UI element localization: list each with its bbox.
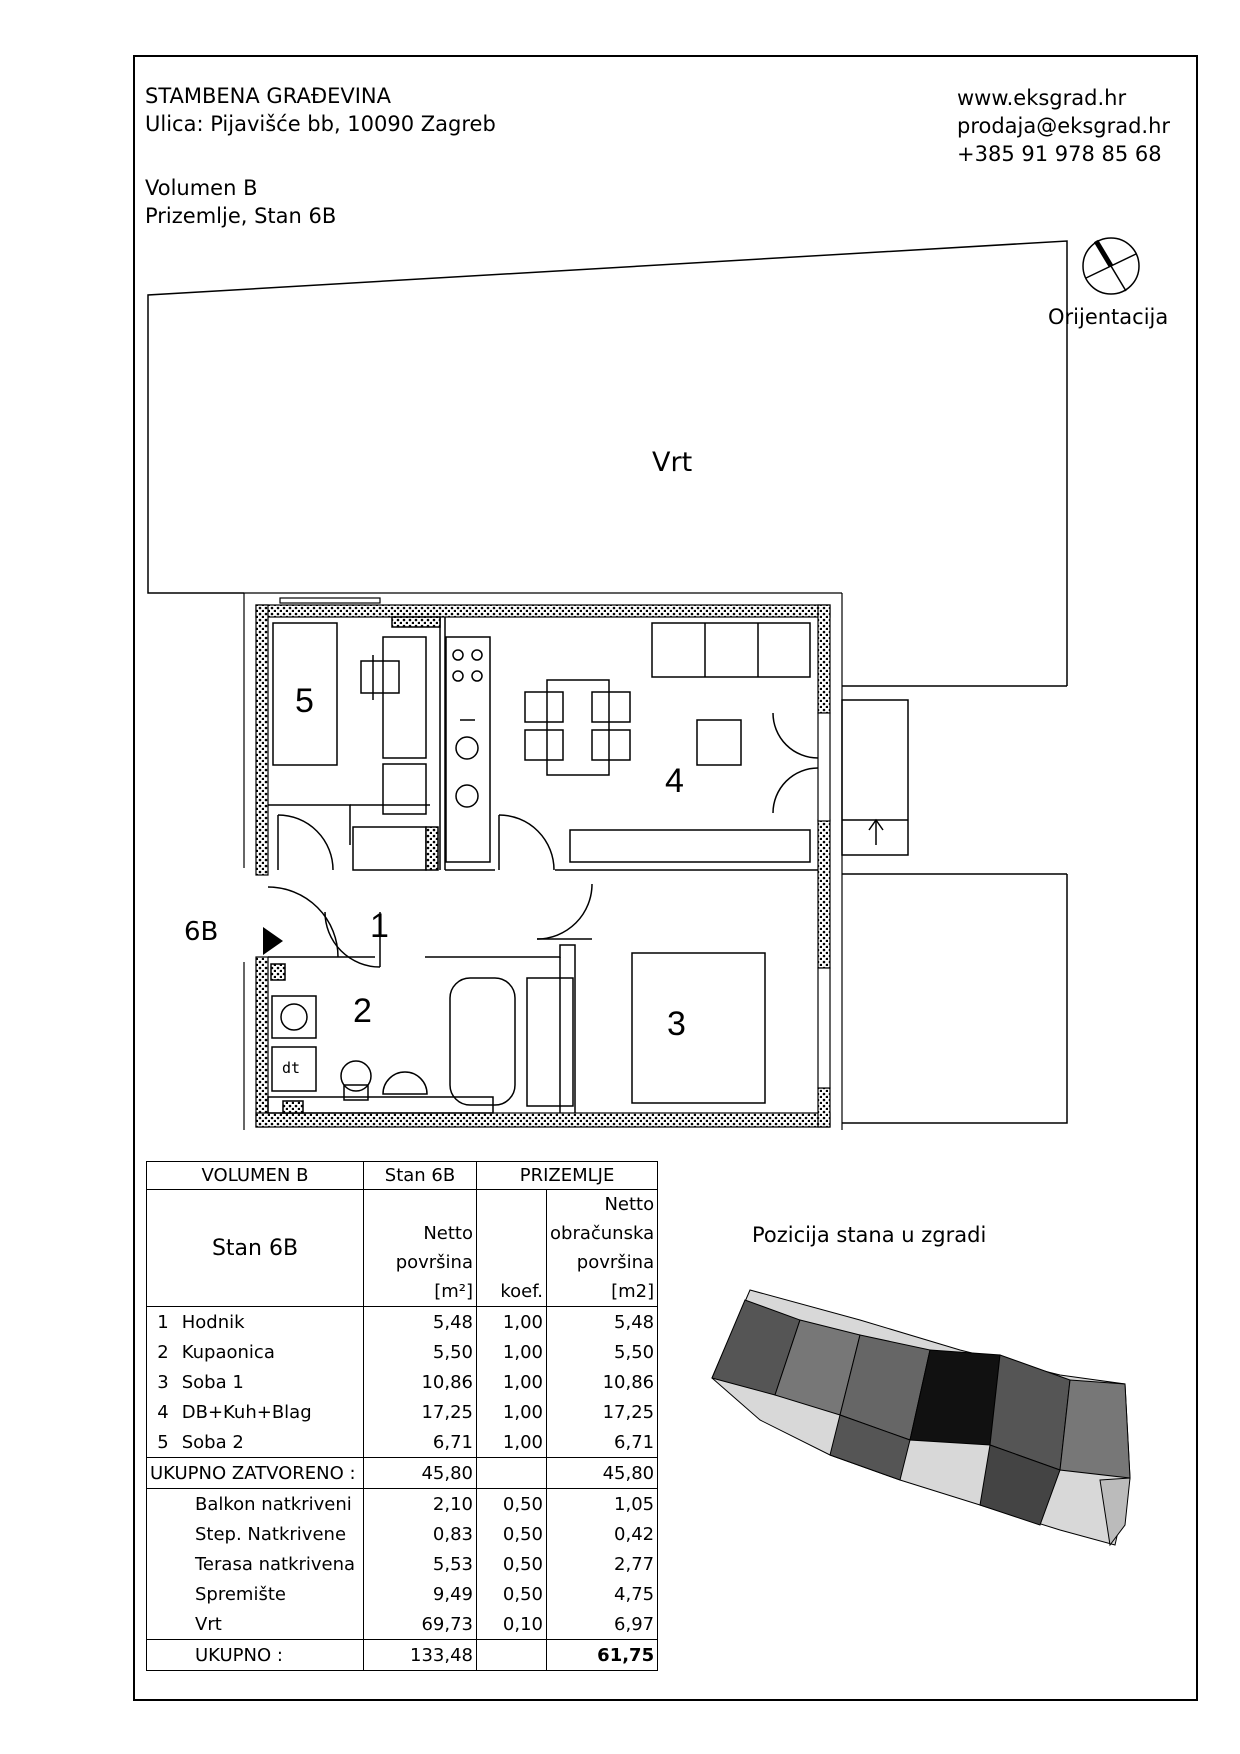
col-koef: koef.: [477, 1190, 547, 1307]
bed: [527, 953, 765, 1106]
position-label: Pozicija stana u zgradi: [752, 1223, 987, 1247]
building-position-thumbnail: [712, 1290, 1130, 1545]
dryer-label: dt: [282, 1059, 301, 1077]
table-title-row: [147, 1162, 658, 1190]
volume-label: Volumen B: [145, 176, 258, 200]
building-address: Ulica: Pijavišće bb, 10090 Zagreb: [145, 112, 496, 136]
orientation-label: Orijentacija: [1048, 305, 1169, 329]
area-table: [146, 1161, 658, 1671]
balcony: [842, 700, 908, 855]
entrance-arrow-icon: [263, 927, 283, 955]
table-row: Terasa natkrivena 5,53 0,50 2,77: [147, 1549, 658, 1579]
col-netto: Netto površina [m²]: [364, 1190, 477, 1307]
table-row: 2 Kupaonica 5,50 1,00 5,50: [147, 1337, 658, 1367]
garden-label: Vrt: [652, 447, 693, 478]
table-row: Step. Natkrivene 0,83 0,50 0,42: [147, 1519, 658, 1549]
col-obracunska: Netto obračunska površina [m2]: [547, 1190, 658, 1307]
phone-number: +385 91 978 85 68: [957, 142, 1162, 166]
table-header-row: [147, 1190, 658, 1307]
closed-total-row: UKUPNO ZATVORENO : 45,80 45,80: [147, 1458, 658, 1489]
title-volume: VOLUMEN B: [147, 1162, 364, 1190]
table-row: Spremište 9,49 0,50 4,75: [147, 1579, 658, 1609]
compass-icon: [1083, 238, 1139, 294]
table-row: Vrt 69,73 0,10 6,97: [147, 1609, 658, 1640]
room-number-1: 1: [370, 907, 389, 945]
website-link[interactable]: www.eksgrad.hr: [957, 86, 1127, 110]
room-number-4: 4: [665, 762, 684, 800]
dining-set: [525, 623, 810, 862]
room-number-5: 5: [295, 682, 314, 720]
table-row: 5 Soba 2 6,71 1,00 6,71: [147, 1427, 658, 1458]
bathroom-fixtures: [268, 964, 515, 1113]
title-unit: Stan 6B: [364, 1162, 477, 1190]
table-row: 1 Hodnik 5,48 1,00 5,48: [147, 1307, 658, 1338]
unit-label: Prizemlje, Stan 6B: [145, 204, 337, 228]
building-type: STAMBENA GRAĐEVINA: [145, 84, 391, 108]
garden-outline: [148, 241, 1067, 1123]
email-link[interactable]: prodaja@eksgrad.hr: [957, 114, 1171, 138]
entrance-label: 6B: [184, 917, 219, 947]
grand-total-row: UKUPNO : 133,48 61,75: [147, 1640, 658, 1671]
unit-name: Stan 6B: [147, 1190, 364, 1307]
bedroom-furniture: [273, 623, 438, 870]
table-row: 3 Soba 1 10,86 1,00 10,86: [147, 1367, 658, 1397]
room-number-2: 2: [353, 992, 372, 1030]
kitchen-counter: [392, 617, 490, 862]
room-number-3: 3: [667, 1005, 686, 1043]
table-row: Balkon natkriveni 2,10 0,50 1,05: [147, 1489, 658, 1520]
title-floor: PRIZEMLJE: [477, 1162, 658, 1190]
exterior-walls: [256, 605, 830, 1127]
table-row: 4 DB+Kuh+Blag 17,25 1,00 17,25: [147, 1397, 658, 1427]
